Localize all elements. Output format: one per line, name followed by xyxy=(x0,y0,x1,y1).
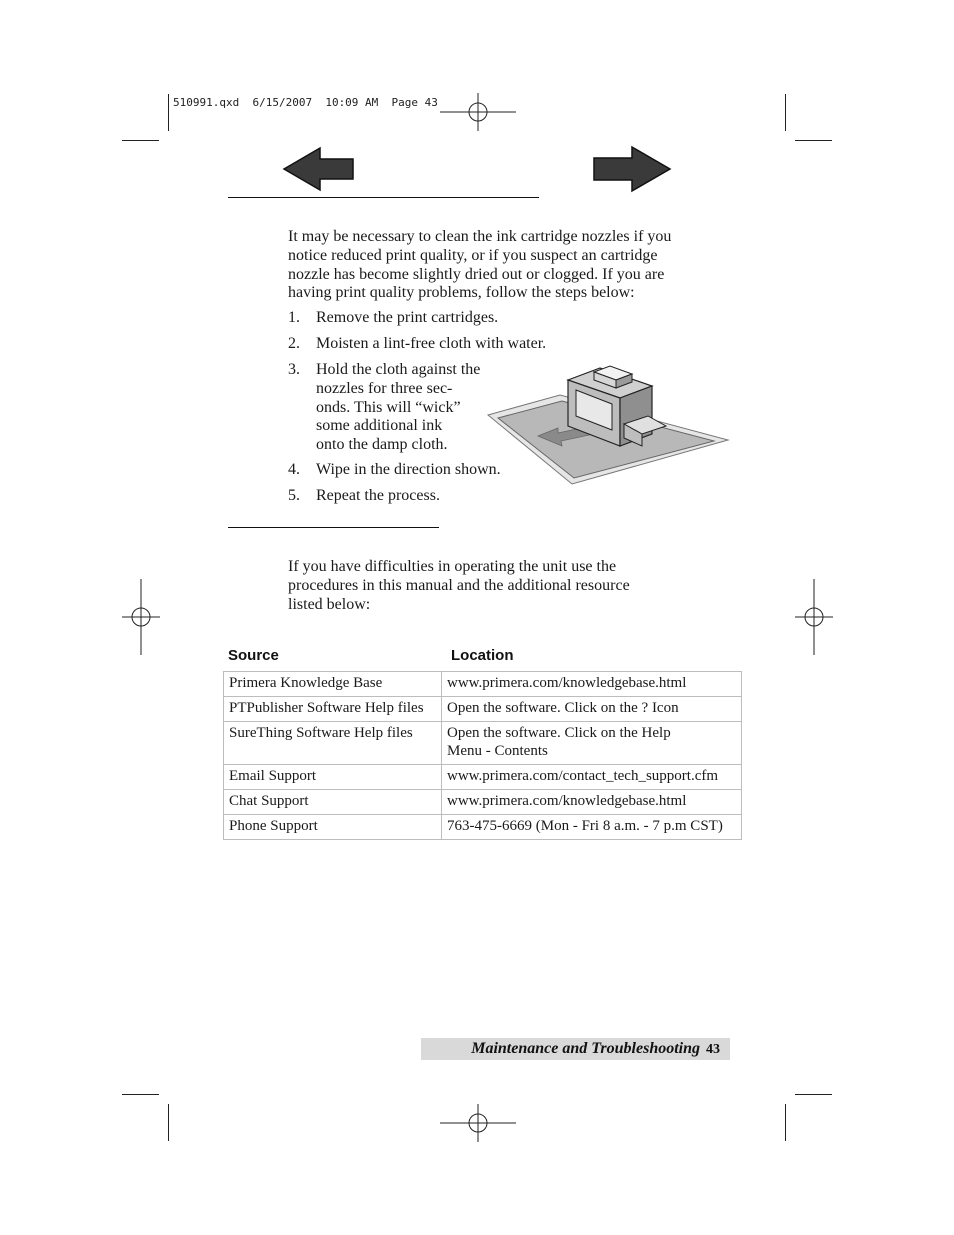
table-header-source: Source xyxy=(228,647,279,664)
location-cell: www.primera.com/contact_tech_support.cfm xyxy=(442,765,742,790)
location-cell: www.primera.com/knowledgebase.html xyxy=(442,672,742,697)
page-footer xyxy=(421,1038,730,1060)
registration-mark-left xyxy=(122,579,160,655)
table-header-location: Location xyxy=(451,647,514,664)
footer-title: Maintenance and Troubleshooting xyxy=(471,1040,700,1057)
section-rule-mid xyxy=(228,527,439,528)
support-resources-table xyxy=(223,671,742,840)
support-paragraph: If you have difficulties in operating the unit use the procedures in this manual and the additional resource listed below: xyxy=(288,558,630,613)
table-row xyxy=(224,765,742,790)
table-row xyxy=(224,672,742,697)
step-text: Wipe in the direction shown. xyxy=(316,461,501,478)
print-slug: 510991.qxd 6/15/2007 10:09 AM Page 43 xyxy=(173,96,438,109)
registration-mark-top xyxy=(440,93,516,131)
table-row xyxy=(224,697,742,722)
table-row xyxy=(224,790,742,815)
step-text: Hold the cloth against the nozzles for three sec- onds. This will “wick” some additional ink onto the damp cloth. xyxy=(316,361,481,454)
registration-mark-bottom xyxy=(440,1104,516,1142)
step-text: Repeat the process. xyxy=(316,487,440,504)
ink-cartridge-wipe-icon xyxy=(482,360,732,488)
table-row xyxy=(224,722,742,765)
intro-paragraph: It may be necessary to clean the ink cartridge nozzles if you notice reduced print quality, or if you suspect an cartridge nozzle has become slightly dried out or clogged. If you are having print quality problems, follow the steps below: xyxy=(288,228,672,302)
arrow-left-icon[interactable] xyxy=(282,146,356,192)
location-cell: Open the software. Click on the ? Icon xyxy=(442,697,742,722)
source-cell: SureThing Software Help files xyxy=(224,722,442,765)
source-cell: Chat Support xyxy=(224,790,442,815)
step-number: 2. xyxy=(288,335,300,352)
step-number: 4. xyxy=(288,461,300,478)
source-cell: Primera Knowledge Base xyxy=(224,672,442,697)
registration-mark-right xyxy=(795,579,833,655)
step-number: 5. xyxy=(288,487,300,504)
source-cell: Phone Support xyxy=(224,815,442,840)
step-text: Moisten a lint-free cloth with water. xyxy=(316,335,547,352)
table-row xyxy=(224,815,742,840)
section-rule-top xyxy=(228,197,539,198)
location-cell: 763-475-6669 (Mon - Fri 8 a.m. - 7 p.m CST) xyxy=(442,815,742,840)
source-cell: Email Support xyxy=(224,765,442,790)
step-number: 3. xyxy=(288,361,300,378)
page-number: 43 xyxy=(706,1042,720,1057)
step-text: Remove the print cartridges. xyxy=(316,309,499,326)
source-cell: PTPublisher Software Help files xyxy=(224,697,442,722)
step-number: 1. xyxy=(288,309,300,326)
location-cell: Open the software. Click on the Help Menu - Contents xyxy=(442,722,742,765)
arrow-right-icon[interactable] xyxy=(592,145,672,193)
location-cell: www.primera.com/knowledgebase.html xyxy=(442,790,742,815)
